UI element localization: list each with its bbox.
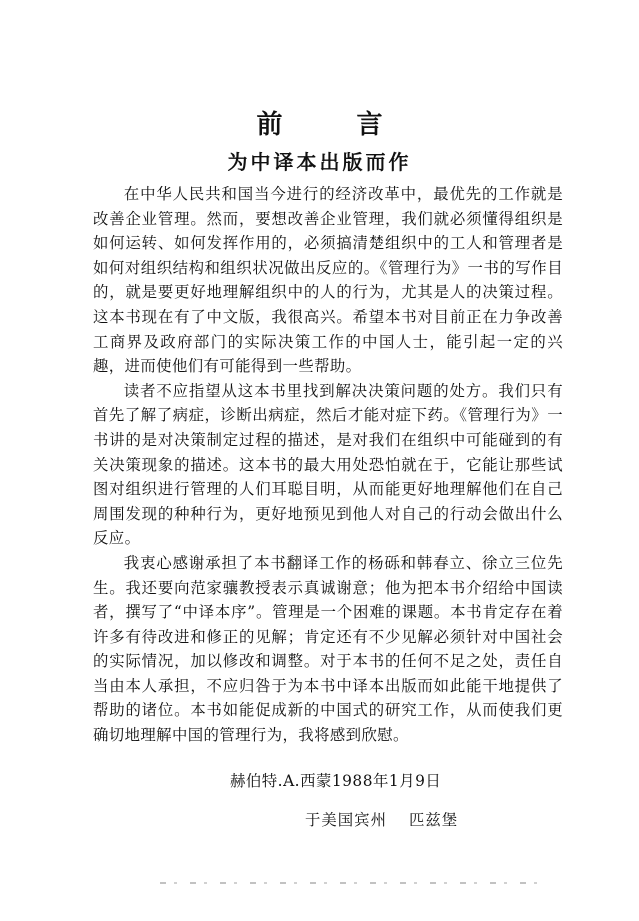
place-city: 匹兹堡	[408, 811, 459, 829]
place-location: 于美国宾州	[305, 811, 387, 829]
place-line	[305, 808, 458, 830]
preface-body	[93, 182, 563, 748]
scan-artifact	[160, 882, 540, 884]
paragraph-2: 读者不应指望从这本书里找到解决决策问题的处方。我们只有首先了解了病症，诊断出病症，然后才能对症下药。《管理行为》一书讲的是对决策制定过程的描述，是对我们在组织中可能碰到的有关决策现象的描述。这本书的最大用处恐怕就在于，它能让那些试图对组织进行管理的人们耳聪目明，从而能更好地理解他们在自己周围发现的种种行为，更好地预见到他人对自己的行动会做出什么反应。	[93, 381, 563, 548]
author-signature-line: 赫伯特.A.西蒙1988年1月9日	[230, 772, 442, 790]
paragraph-3: 我衷心感谢承担了本书翻译工作的杨砾和韩春立、徐立三位先生。我还要向范家骧教授表示真诚谢意；他为把本书介绍给中国读者，撰写了“中译本序”。管理是一个困难的课题。本书肯定存在着许多有待改进和修正的见解；肯定还有不少见解必须针对中国社会的实际情况，加以修改和调整。对于本书的任何不足之处，责任自当由本人承担，不应归咎于为本书中译本出版而如此能干地提供了帮助的诸位。本书如能促成新的中国式的研究工作，从而使我们更确切地理解中国的管理行为，我将感到欣慰。	[93, 553, 563, 745]
page-title: 前 言	[256, 110, 407, 140]
paragraph-1: 在中华人民共和国当今进行的经济改革中，最优先的工作就是改善企业管理。然而，要想改善企业管理，我们就必须懂得组织是如何运转、如何发挥作用的，必须搞清楚组织中的工人和管理者是如何对组织结构和组织状况做出反应的。《管理行为》一书的写作目的，就是要更好地理解组织中的人的行为，尤其是人的决策过程。这本书现在有了中文版，我很高兴。希望本书对目前正在力争改善工商界及政府部门的实际决策工作的中国人士，能引起一定的兴趣，进而使他们有可能得到一些帮助。	[93, 185, 563, 376]
page-subtitle: 为中译本出版而作	[227, 150, 412, 174]
